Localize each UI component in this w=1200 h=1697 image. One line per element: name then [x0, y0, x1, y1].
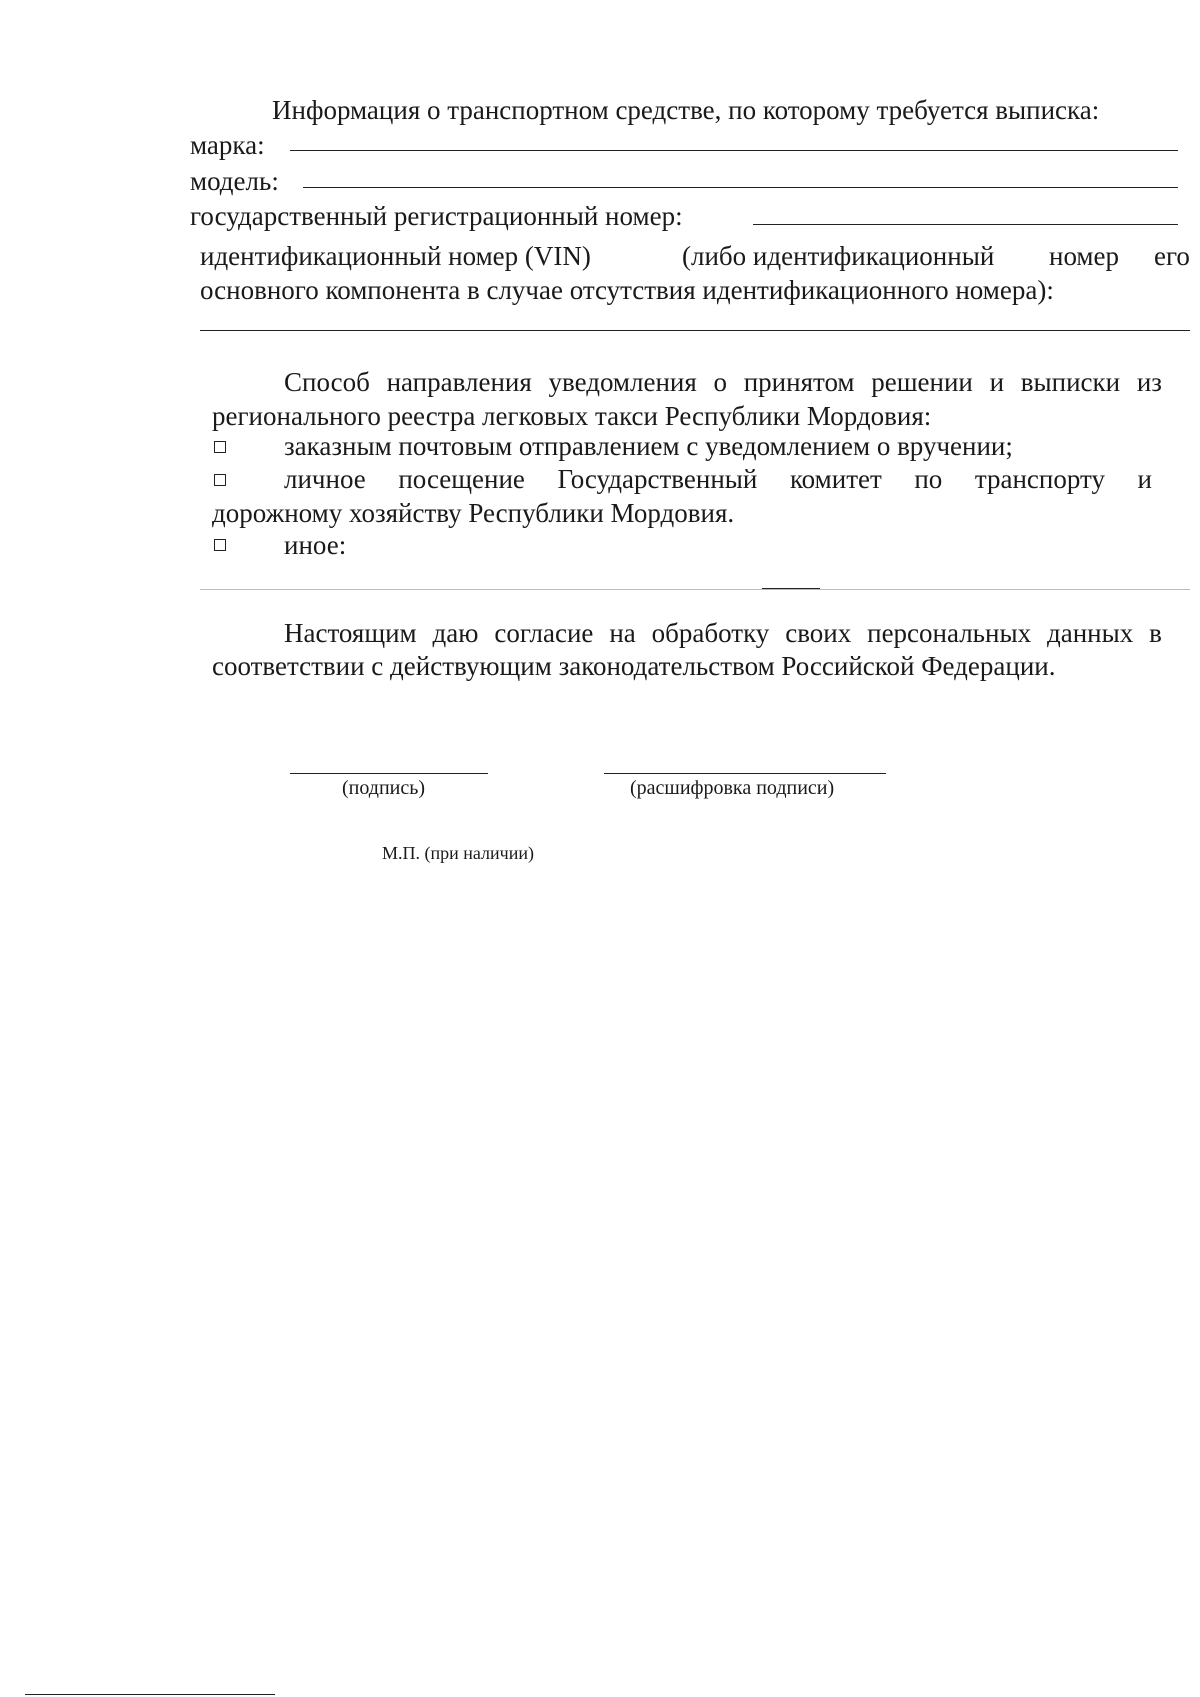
consent-word: Настоящим	[284, 618, 417, 648]
consent-word: даю	[432, 618, 479, 648]
other-field-line[interactable]	[200, 589, 1190, 590]
consent-word: на	[609, 618, 636, 648]
consent-line2: соответствии с действующим законодательством Российской Федерации.	[212, 651, 1056, 681]
other-field-line-mark	[762, 588, 820, 589]
delivery-word: Способ	[284, 367, 370, 397]
delivery-intro-line2: регионального реестра легковых такси Республики Мордовия:	[212, 401, 932, 431]
delivery-word: решении	[871, 367, 973, 397]
option-personal-visit-line1	[284, 463, 1152, 495]
consent-word: согласие	[494, 618, 594, 648]
signature-decoding-line[interactable]	[604, 773, 886, 774]
delivery-word: принятом	[743, 367, 855, 397]
consent-word: своих	[785, 618, 852, 648]
vin-field-line[interactable]	[200, 330, 1190, 331]
delivery-word: и	[989, 367, 1005, 397]
signature-line[interactable]	[290, 773, 488, 774]
model-label: модель:	[190, 166, 279, 196]
option-word: комитет	[789, 464, 882, 494]
delivery-intro-line1	[284, 366, 1162, 398]
option-word: транспорту	[974, 464, 1105, 494]
delivery-word: уведомления	[548, 367, 697, 397]
vin-text-a: идентификационный номер (VIN)	[200, 241, 591, 271]
consent-word: в	[1149, 618, 1162, 648]
consent-word: обработку	[651, 618, 770, 648]
consent-word: персональных	[867, 618, 1032, 648]
option-word: и	[1137, 464, 1152, 494]
vin-text-d: его	[1154, 241, 1190, 271]
delivery-word: о	[713, 367, 728, 397]
brand-label: марка:	[190, 130, 265, 160]
option-word: по	[914, 464, 943, 494]
option-word: Государственный	[557, 464, 758, 494]
signature-decoding-caption: (расшифровка подписи)	[630, 777, 835, 799]
reg-number-label: государственный регистрационный номер:	[190, 201, 683, 231]
vin-text-line2: основного компонента в случае отсутствия идентификационного номера):	[200, 275, 1054, 305]
option-word: посещение	[398, 464, 525, 494]
model-field-line[interactable]	[303, 187, 1178, 188]
stamp-note: М.П. (при наличии)	[382, 843, 534, 863]
vehicle-heading: Информация о транспортном средстве, по которому требуется выписка:	[272, 95, 1100, 125]
consent-word: данных	[1047, 618, 1134, 648]
option-registered-mail: заказным почтовым отправлением с уведомлением о вручении;	[284, 431, 1013, 461]
option-other: иное:	[284, 530, 347, 560]
option-word: личное	[284, 464, 366, 494]
delivery-word: направления	[386, 367, 532, 397]
vin-text-c: номер	[1049, 241, 1120, 271]
footnote-rule	[25, 1694, 275, 1695]
consent-line1	[284, 617, 1162, 649]
checkbox-registered-mail[interactable]	[214, 441, 226, 453]
checkbox-personal-visit[interactable]	[214, 474, 226, 486]
delivery-word: выписки	[1020, 367, 1121, 397]
option-personal-visit-line2: дорожному хозяйству Республики Мордовия.	[212, 498, 735, 528]
brand-field-line[interactable]	[290, 150, 1178, 151]
checkbox-other[interactable]	[214, 539, 226, 551]
signature-caption: (подпись)	[342, 777, 426, 799]
reg-number-field-line[interactable]	[753, 224, 1178, 225]
delivery-word: из	[1136, 367, 1162, 397]
vin-text-b: (либо идентификационный	[682, 241, 995, 271]
